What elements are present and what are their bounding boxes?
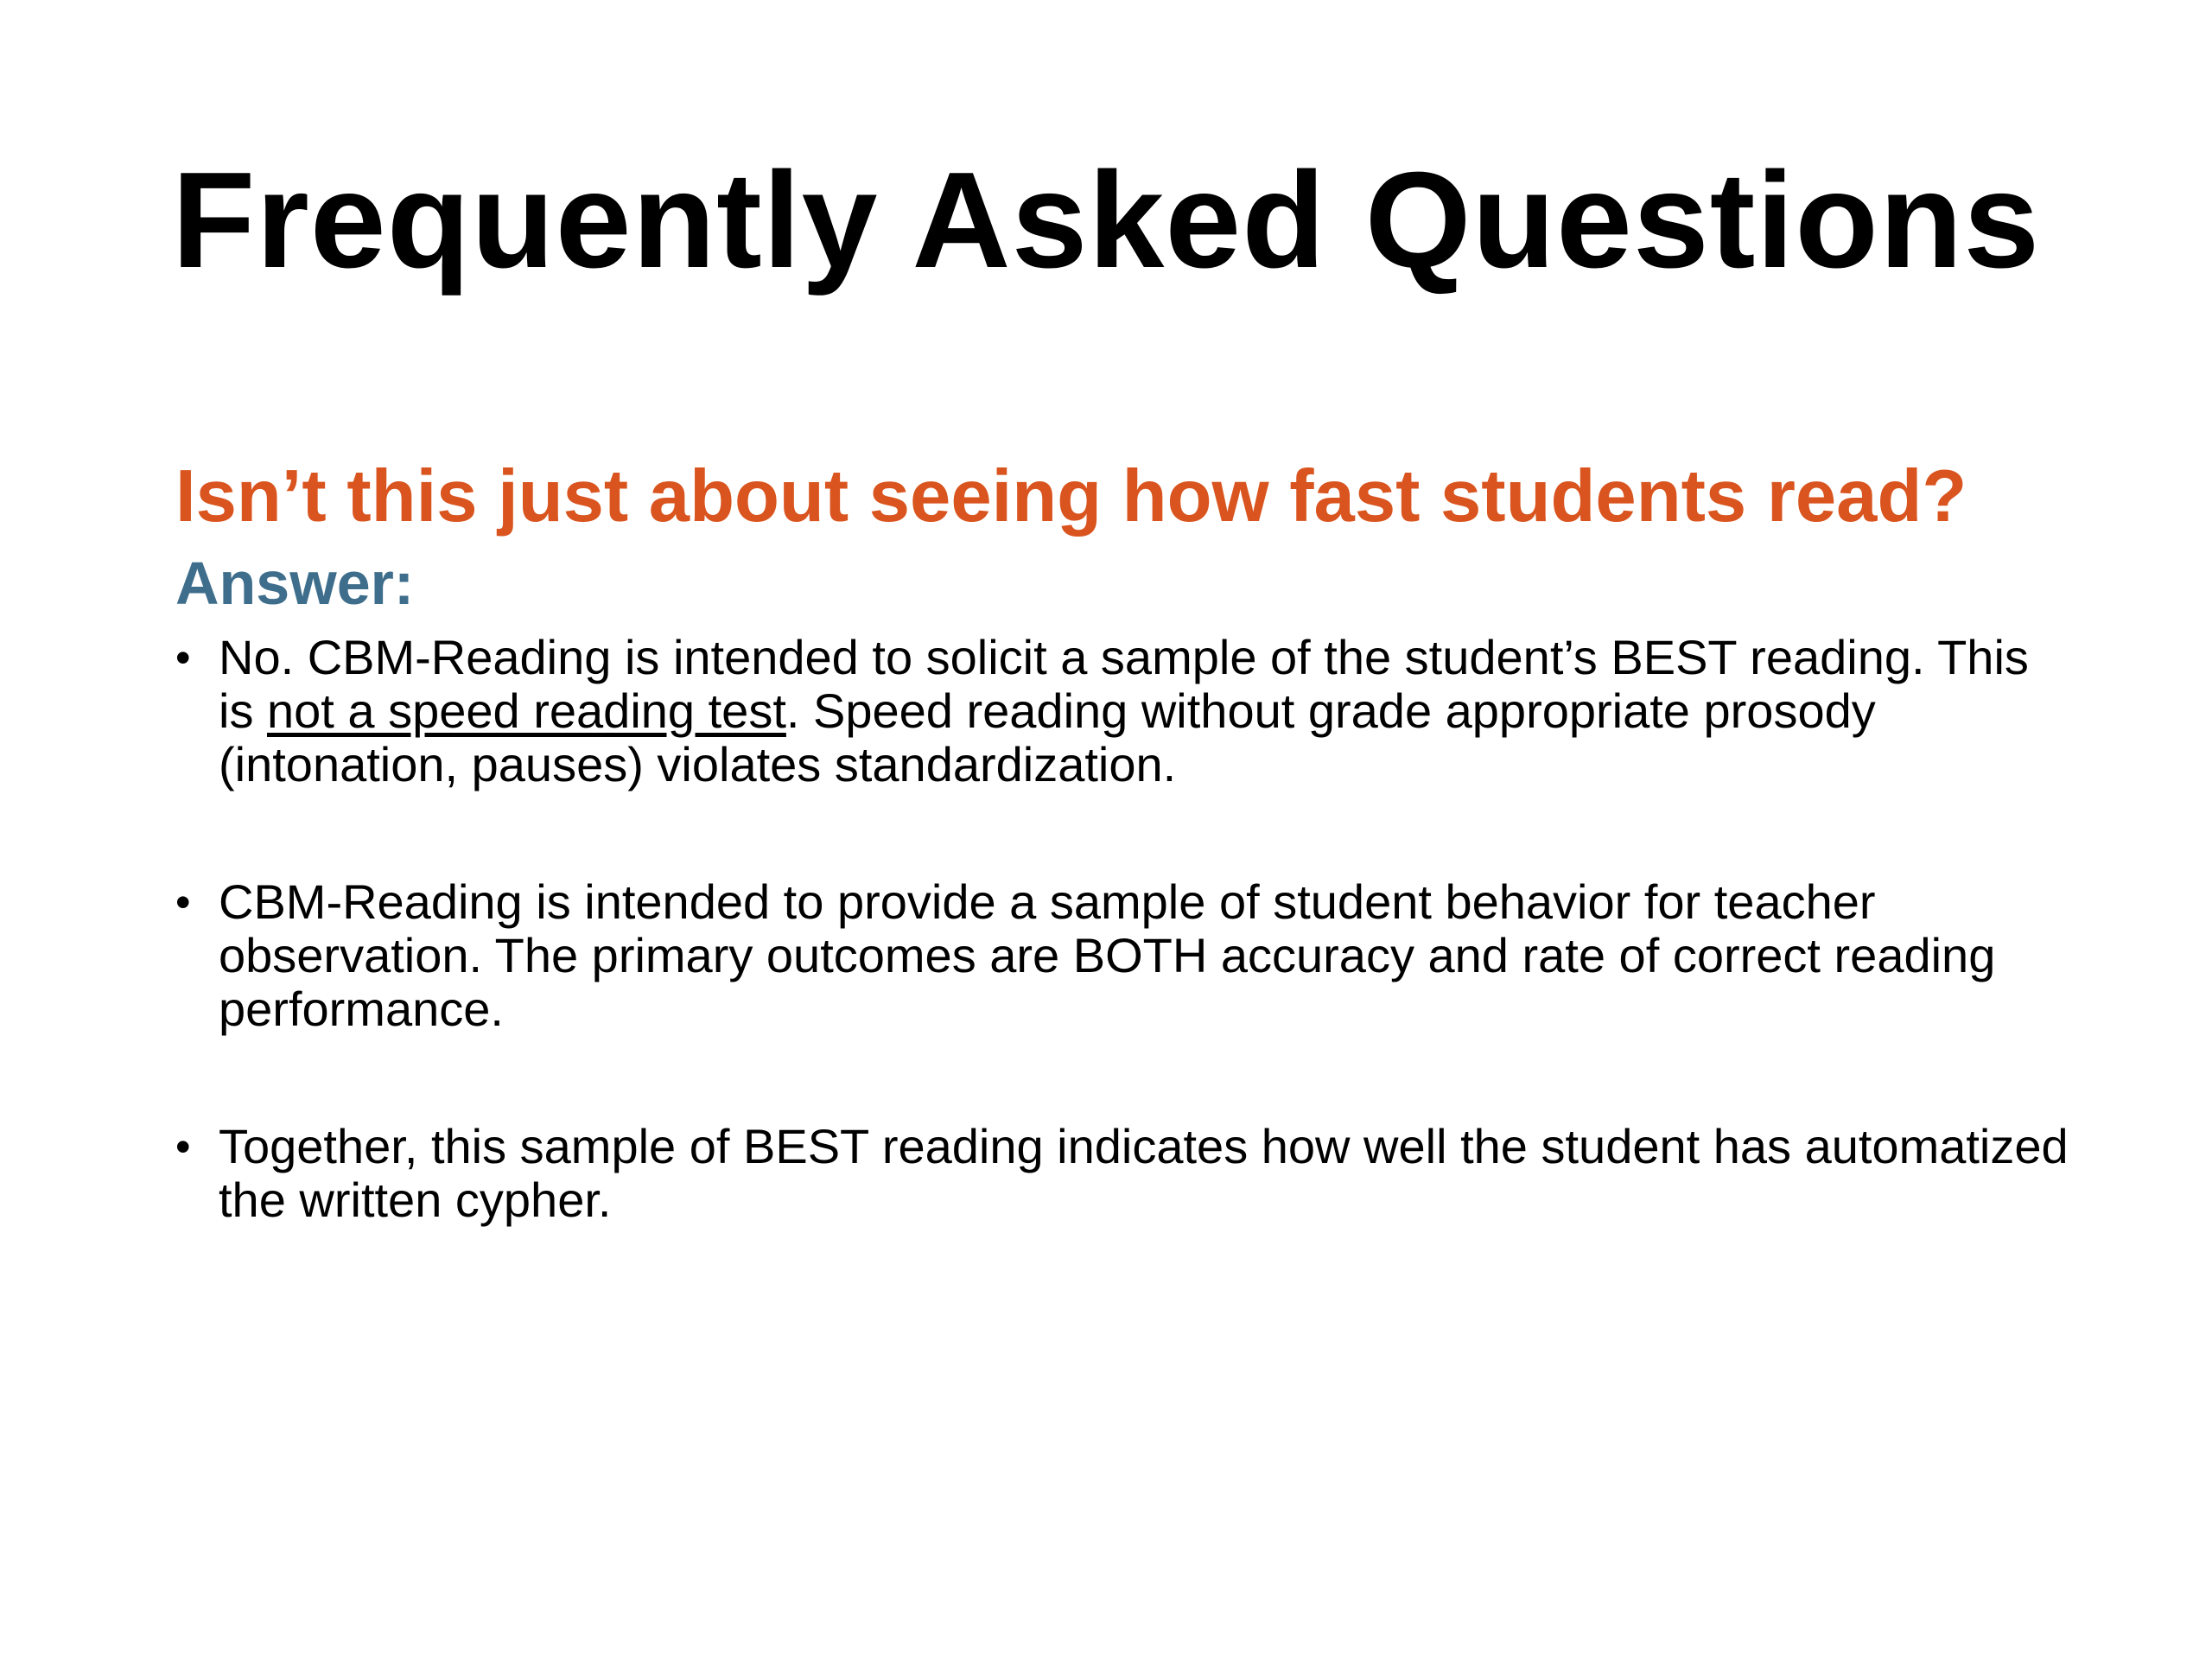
bullet-dot-icon: • bbox=[175, 878, 191, 926]
bullet-text: CBM-Reading is intended to provide a sample of student behavior for teacher observation. The primary outcomes are BOTH accuracy and rate of correct reading performance. bbox=[219, 874, 1996, 1036]
underlined-phrase: not a speed reading test bbox=[267, 683, 786, 738]
answer-label: Answer: bbox=[175, 550, 415, 617]
bullet-dot-icon: • bbox=[175, 1122, 191, 1171]
answer-bullet-2 bbox=[175, 875, 2076, 1036]
answer-bullet-list bbox=[175, 631, 2076, 1227]
bullet-text-part: No. CBM-Reading is intended to solicit a sample of the student’s BEST reading. This is bbox=[219, 630, 2029, 738]
answer-bullet-1 bbox=[175, 631, 2076, 791]
bullet-dot-icon: • bbox=[175, 633, 191, 682]
answer-bullet-3 bbox=[175, 1120, 2076, 1227]
slide-title: Frequently Asked Questions bbox=[171, 144, 2041, 296]
bullet-text bbox=[219, 631, 2076, 791]
bullet-text: Together, this sample of BEST reading indicates how well the student has automatized the written cypher. bbox=[219, 1119, 2069, 1227]
faq-question: Isn’t this just about seeing how fast students read? bbox=[175, 455, 1967, 537]
bullet-text-part: . Speed reading without grade appropriate prosody (intonation, pauses) violates standardization. bbox=[219, 683, 1876, 791]
